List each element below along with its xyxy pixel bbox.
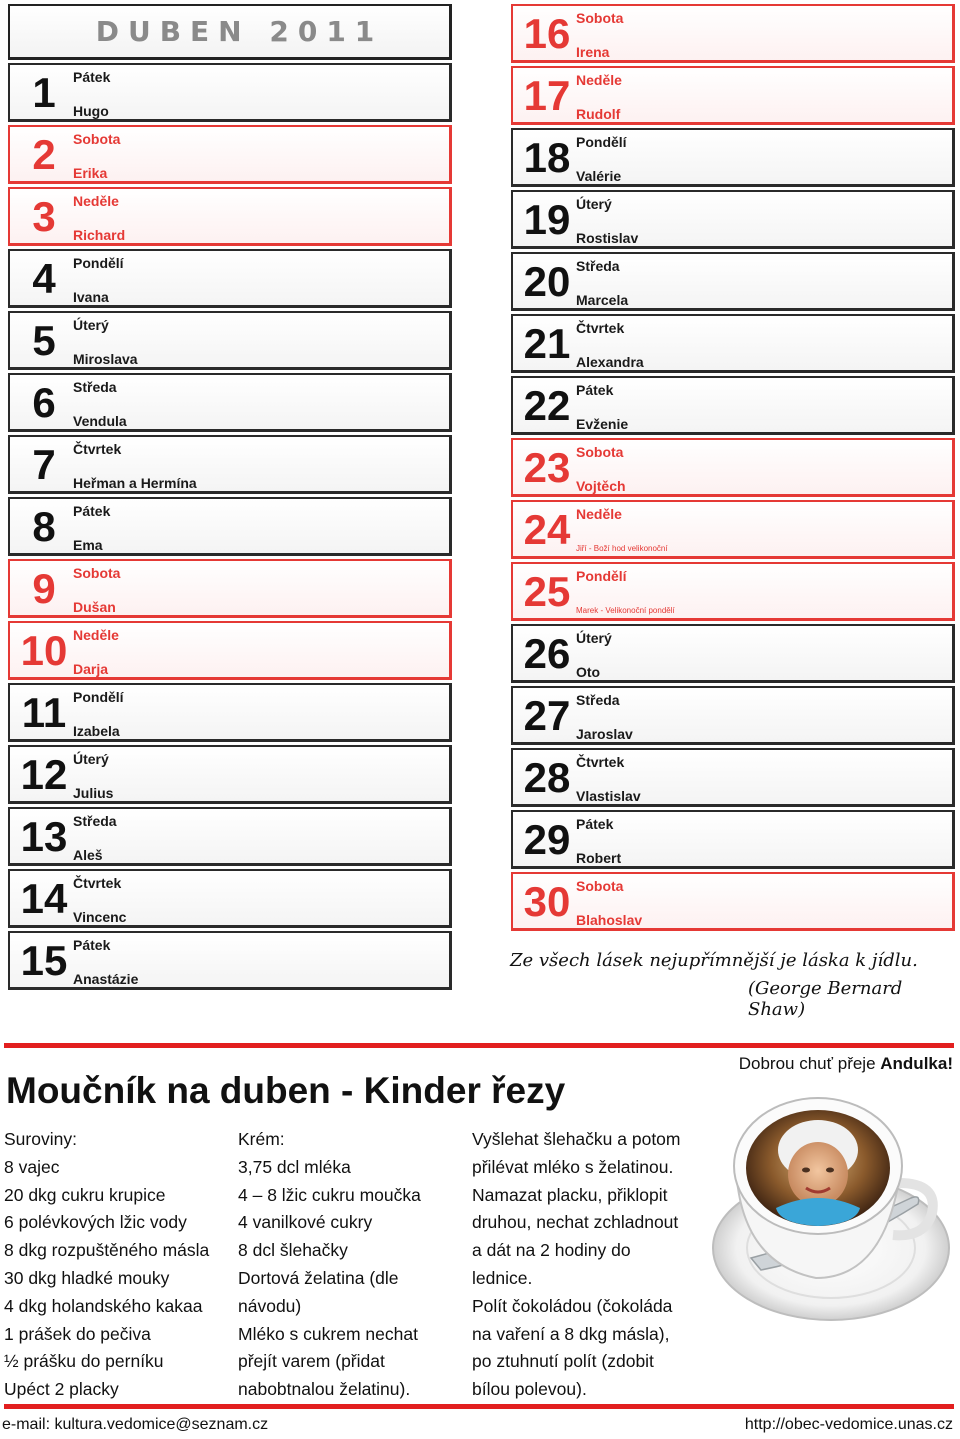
- calendar-day: [511, 686, 955, 745]
- day-of-week: Pátek: [576, 816, 614, 832]
- recipe-title: Moučník na duben - Kinder řezy: [6, 1070, 566, 1111]
- name-day: Heřman a Hermína: [73, 475, 197, 491]
- bottom-divider: [4, 1404, 954, 1409]
- recipe-line: Namazat placku, přiklopit: [472, 1184, 668, 1205]
- day-number: 13: [20, 813, 68, 860]
- calendar-day: [8, 311, 452, 370]
- day-number: 27: [523, 692, 571, 739]
- recipe-line: Dortová želatina (dle: [238, 1267, 399, 1288]
- recipe-line: bílou polevou).: [472, 1379, 587, 1400]
- name-day: Dušan: [73, 599, 116, 615]
- calendar-day: [511, 624, 955, 683]
- day-of-week: Čtvrtek: [576, 754, 625, 770]
- recipe-line: přejít varem (přidat: [238, 1351, 385, 1372]
- day-of-week: Pondělí: [73, 255, 124, 271]
- month-title: DUBEN 2011: [95, 15, 384, 48]
- name-day: Richard: [73, 227, 126, 243]
- day-number: 8: [32, 503, 56, 550]
- cream-column: [238, 1126, 421, 1404]
- calendar-day: [8, 807, 452, 866]
- day-of-week: Sobota: [73, 131, 121, 147]
- day-number: 10: [20, 627, 68, 674]
- day-of-week: Středa: [73, 813, 117, 829]
- day-of-week: Středa: [73, 379, 117, 395]
- day-number: 2: [32, 131, 56, 178]
- day-number: 22: [523, 382, 571, 429]
- day-number: 1: [32, 69, 56, 116]
- name-day: Rudolf: [576, 106, 621, 122]
- calendar-day: [8, 63, 452, 122]
- day-number: 4: [32, 255, 56, 302]
- day-of-week: Úterý: [73, 751, 109, 767]
- top-divider: [4, 1043, 954, 1048]
- recipe-line: 8 vajec: [4, 1156, 60, 1177]
- name-day: Marek - Velikonoční pondělí: [576, 606, 675, 615]
- recipe-line: Upéct 2 placky: [4, 1379, 119, 1400]
- name-day: Irena: [576, 44, 610, 60]
- calendar-day: [511, 438, 955, 497]
- day-number: 19: [523, 196, 571, 243]
- day-of-week: Neděle: [576, 506, 622, 522]
- recipe-line: 4 – 8 lžic cukru moučka: [238, 1184, 421, 1205]
- calendar-day: [511, 562, 955, 621]
- calendar-day: [8, 869, 452, 928]
- day-of-week: Pátek: [73, 937, 111, 953]
- quote-text: Ze všech lásek nejupřímnější je láska k jídlu.: [510, 950, 918, 971]
- calendar-day: [8, 931, 452, 990]
- calendar-day: [8, 745, 452, 804]
- day-of-week: Čtvrtek: [73, 875, 122, 891]
- day-number: 17: [523, 72, 571, 119]
- footer-url[interactable]: http://obec-vedomice.unas.cz: [744, 1416, 953, 1433]
- day-of-week: Úterý: [73, 317, 109, 333]
- day-of-week: Neděle: [576, 72, 622, 88]
- name-day: Julius: [73, 785, 114, 801]
- calendar-day: [8, 559, 452, 618]
- day-of-week: Čtvrtek: [576, 320, 625, 336]
- name-day: Oto: [576, 664, 601, 680]
- day-of-week: Pátek: [73, 69, 111, 85]
- day-of-week: Středa: [576, 258, 620, 274]
- greeting-name: Andulka!: [880, 1054, 953, 1073]
- name-day: Jaroslav: [576, 726, 633, 742]
- name-day: Vojtěch: [576, 478, 626, 494]
- instructions-column: [472, 1126, 681, 1404]
- name-day: Miroslava: [73, 351, 138, 367]
- day-number: 9: [32, 565, 56, 612]
- recipe-line: ½ prášku do perníku: [4, 1351, 164, 1372]
- recipe-line: Polít čokoládou (čokoláda: [472, 1295, 673, 1316]
- day-of-week: Neděle: [73, 193, 119, 209]
- day-of-week: Středa: [576, 692, 620, 708]
- calendar-day: [8, 249, 452, 308]
- day-number: 6: [32, 379, 56, 426]
- day-number: 25: [523, 568, 571, 615]
- day-number: 20: [523, 258, 571, 305]
- recipe-line: přilévat mléko s želatinou.: [472, 1156, 674, 1177]
- recipe-line: druhou, nechat zchladnout: [472, 1212, 679, 1233]
- day-number: 29: [523, 816, 571, 863]
- name-day: Ivana: [73, 289, 109, 305]
- name-day: Jiří - Boží hod velikonoční: [576, 544, 668, 553]
- day-of-week: Úterý: [576, 630, 612, 646]
- name-day: Erika: [73, 165, 108, 181]
- calendar-day: [511, 190, 955, 249]
- recipe-line: Suroviny:: [4, 1129, 77, 1149]
- calendar-day: [511, 748, 955, 807]
- left-day-list: [8, 63, 452, 990]
- ingredients-column: [4, 1126, 209, 1404]
- day-of-week: Pondělí: [576, 568, 627, 584]
- name-day: Robert: [576, 850, 622, 866]
- recipe-line: nabobtnalou želatinu).: [238, 1379, 411, 1400]
- calendar-day: [8, 497, 452, 556]
- name-day: Alexandra: [576, 354, 644, 370]
- recipe-line: 20 dkg cukru krupice: [4, 1184, 166, 1205]
- recipe-line: návodu): [238, 1295, 302, 1316]
- day-of-week: Pátek: [73, 503, 111, 519]
- name-day: Evženie: [576, 416, 629, 432]
- recipe-line: 1 prášek do pečiva: [4, 1323, 151, 1344]
- calendar-day: [511, 314, 955, 373]
- day-number: 11: [21, 689, 67, 736]
- day-number: 23: [523, 444, 571, 491]
- name-day: Aleš: [73, 847, 103, 863]
- name-day: Vlastislav: [576, 788, 641, 804]
- name-day: Blahoslav: [576, 912, 643, 928]
- day-number: 16: [523, 10, 571, 57]
- day-number: 12: [20, 751, 68, 798]
- month-header: [8, 4, 452, 60]
- recipe-line: po ztuhnutí polít (zdobit: [472, 1351, 654, 1372]
- name-day: Valérie: [576, 168, 622, 184]
- day-number: 21: [523, 320, 571, 367]
- calendar-day: [8, 683, 452, 742]
- calendar-day: [511, 810, 955, 869]
- day-of-week: Úterý: [576, 196, 612, 212]
- day-of-week: Pátek: [576, 382, 614, 398]
- recipe-line: lednice.: [472, 1267, 533, 1288]
- name-day: Anastázie: [73, 971, 139, 987]
- calendar-day: [511, 500, 955, 559]
- day-number: 7: [32, 441, 56, 488]
- calendar-right-column: [511, 4, 955, 931]
- name-day: Ema: [73, 537, 103, 553]
- quote-author: (George Bernard Shaw): [748, 978, 903, 1020]
- greeting: [739, 1054, 953, 1074]
- calendar-day: [511, 128, 955, 187]
- day-number: 3: [32, 193, 56, 240]
- day-of-week: Sobota: [576, 444, 624, 460]
- day-number: 30: [523, 878, 571, 925]
- recipe-line: 4 vanilkové cukry: [238, 1212, 373, 1233]
- calendar-day: [511, 4, 955, 63]
- recipe-line: 6 polévkových lžic vody: [4, 1212, 187, 1233]
- day-of-week: Sobota: [576, 10, 624, 26]
- day-of-week: Pondělí: [73, 689, 124, 705]
- recipe-line: Mléko s cukrem nechat: [238, 1323, 418, 1344]
- calendar-day: [8, 373, 452, 432]
- recipe-line: 30 dkg hladké mouky: [4, 1267, 170, 1288]
- day-of-week: Neděle: [73, 627, 119, 643]
- day-number: 24: [523, 506, 571, 553]
- day-of-week: Sobota: [73, 565, 121, 581]
- footer-email[interactable]: e-mail: kultura.vedomice@seznam.cz: [2, 1416, 269, 1433]
- recipe-line: 8 dkg rozpuštěného másla: [4, 1240, 210, 1261]
- day-number: 18: [523, 134, 571, 181]
- calendar-day: [8, 435, 452, 494]
- day-number: 15: [20, 937, 68, 984]
- name-day: Hugo: [73, 103, 109, 119]
- calendar-day: [511, 252, 955, 311]
- day-number: 5: [32, 317, 56, 364]
- name-day: Marcela: [576, 292, 629, 308]
- recipe-line: a dát na 2 hodiny do: [472, 1240, 631, 1261]
- recipe-line: 3,75 dcl mléka: [238, 1156, 351, 1177]
- name-day: Rostislav: [576, 230, 639, 246]
- name-day: Vincenc: [73, 909, 127, 925]
- day-of-week: Pondělí: [576, 134, 627, 150]
- right-day-list: [511, 4, 955, 931]
- name-day: Izabela: [73, 723, 120, 739]
- name-day: Vendula: [73, 413, 127, 429]
- calendar-day: [8, 125, 452, 184]
- calendar-day: [8, 187, 452, 246]
- calendar-day: [511, 66, 955, 125]
- coffee-cup-portrait-icon: [706, 1088, 956, 1328]
- calendar-day: [8, 621, 452, 680]
- recipe-line: 4 dkg holandského kakaa: [4, 1295, 203, 1316]
- calendar-left-column: [8, 4, 452, 990]
- recipe-line: Vyšlehat šlehačku a potom: [472, 1129, 681, 1149]
- calendar-day: [511, 376, 955, 435]
- day-number: 26: [523, 630, 571, 677]
- day-of-week: Sobota: [576, 878, 624, 894]
- name-day: Darja: [73, 661, 109, 677]
- calendar-day: [511, 872, 955, 931]
- day-number: 14: [20, 875, 68, 922]
- greeting-prefix: Dobrou chuť přeje: [738, 1054, 881, 1073]
- recipe-line: na vaření a 8 dkg másla),: [472, 1323, 670, 1344]
- day-of-week: Čtvrtek: [73, 441, 122, 457]
- recipe-line: 8 dcl šlehačky: [238, 1240, 348, 1261]
- recipe-line: Krém:: [238, 1129, 285, 1149]
- day-number: 28: [523, 754, 571, 801]
